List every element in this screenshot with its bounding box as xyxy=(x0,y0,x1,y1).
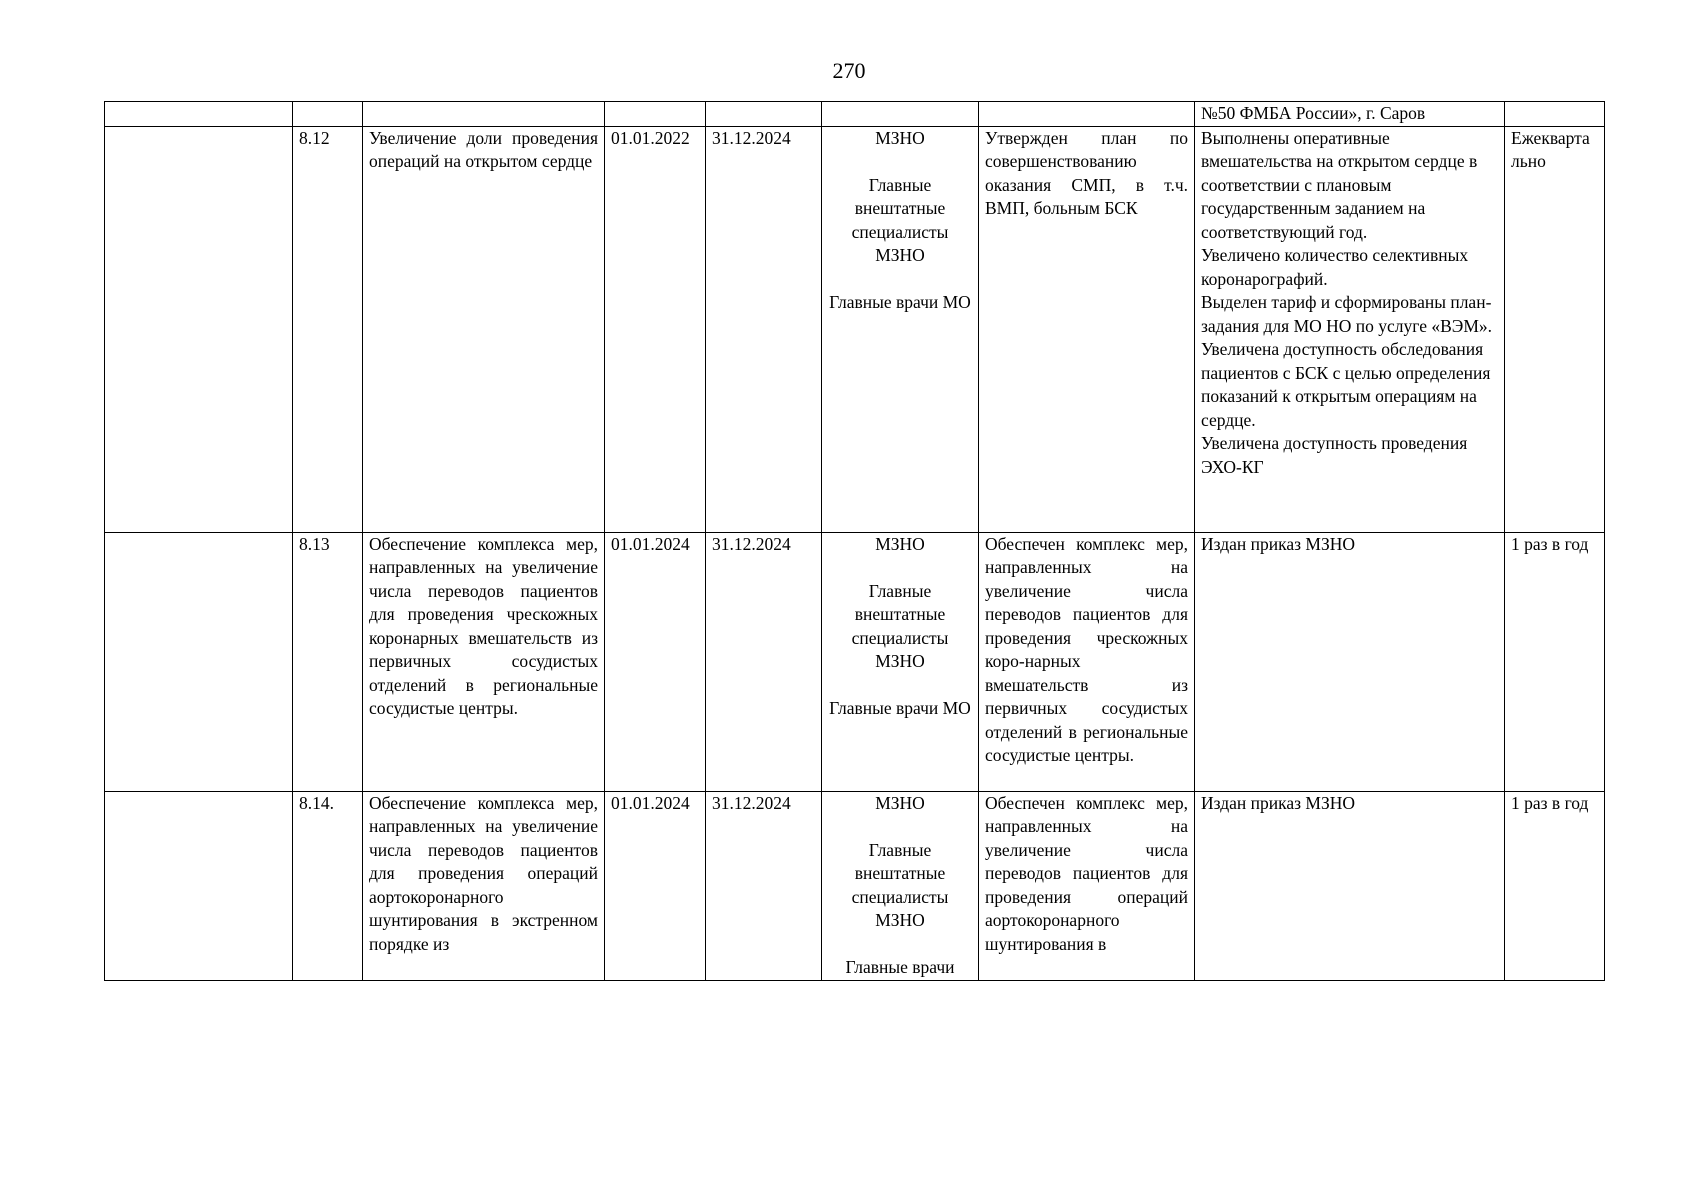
responsible-line: Главные внештатные специалисты МЗНО xyxy=(851,174,949,265)
cell-empty xyxy=(105,126,293,532)
end-date: 31.12.2024 xyxy=(706,791,822,980)
measure-text: Обеспечение комплекса мер, направленных на увеличение числа переводов пациентов для проведения чрескожных коронарных вмешательств из первичных сосудистых отделений в региональные сосудистые центры. xyxy=(363,532,605,791)
responsible-line: МЗНО xyxy=(875,127,925,148)
responsible-cell xyxy=(822,532,979,791)
start-date: 01.01.2024 xyxy=(605,532,706,791)
table-row xyxy=(105,126,1605,532)
plan-table xyxy=(104,101,1605,981)
responsible-line: Главные внештатные специалисты МЗНО xyxy=(851,839,949,930)
responsible-line: МЗНО xyxy=(875,533,925,554)
cell-empty xyxy=(979,102,1195,127)
end-date: 31.12.2024 xyxy=(706,532,822,791)
cell-empty xyxy=(293,102,363,127)
cell-empty xyxy=(822,102,979,127)
result-text: Обеспечен комплекс мер, направленных на увеличение числа переводов пациентов для проведения чрескожных коро-нарных вмешательств из первичных сосудистых отделений в региональные сосудистые центры. xyxy=(979,532,1195,791)
executed-line: Увеличено количество селективных коронарографий. xyxy=(1201,245,1469,289)
measure-text: Увеличение доли проведения операций на открытом сердце xyxy=(363,126,605,532)
page-number: 270 xyxy=(832,58,866,83)
cell-empty xyxy=(105,102,293,127)
executed-cell xyxy=(1195,126,1505,532)
frequency-text: 1 раз в год xyxy=(1505,532,1605,791)
cell-executor-continuation: №50 ФМБА России», г. Саров xyxy=(1195,102,1505,127)
responsible-cell xyxy=(822,126,979,532)
cell-empty xyxy=(105,791,293,980)
responsible-line: Главные врачи МО xyxy=(829,292,971,312)
cell-empty xyxy=(605,102,706,127)
start-date: 01.01.2024 xyxy=(605,791,706,980)
responsible-line: Главные внештатные специалисты МЗНО xyxy=(851,580,949,671)
executed-line: Издан приказ МЗНО xyxy=(1201,533,1356,554)
executed-cell xyxy=(1195,532,1505,791)
responsible-cell xyxy=(822,791,979,980)
table-row xyxy=(105,532,1605,791)
cell-empty xyxy=(105,532,293,791)
result-text: Утвержден план по совершенствованию оказания СМП, в т.ч. ВМП, больным БСК xyxy=(979,126,1195,532)
executed-line: Издан приказ МЗНО xyxy=(1201,792,1356,813)
responsible-line: Главные врачи xyxy=(845,957,955,977)
executed-cell xyxy=(1195,791,1505,980)
frequency-text: Ежеквартально xyxy=(1505,126,1605,532)
result-text: Обеспечен комплекс мер, направленных на увеличение числа переводов пациентов для проведения операций аортокоронарного шунтирования в xyxy=(979,791,1195,980)
continuation-row xyxy=(105,102,1605,127)
executed-line: Выделен тариф и сформированы план-задания для МО НО по услуге «ВЭМ». xyxy=(1201,292,1493,336)
measure-text: Обеспечение комплекса мер, направленных на увеличение числа переводов пациентов для проведения операций аортокоронарного шунтирования в экстренном порядке из xyxy=(363,791,605,980)
row-number: 8.14. xyxy=(293,791,363,980)
row-number: 8.13 xyxy=(293,532,363,791)
start-date: 01.01.2022 xyxy=(605,126,706,532)
executed-line: Увеличена доступность проведения ЭХО-КГ xyxy=(1201,433,1468,477)
executed-line: Увеличена доступность обследования пациентов с БСК с целью определения показаний к открытым операциям на сердце. xyxy=(1201,339,1491,430)
cell-empty xyxy=(363,102,605,127)
end-date: 31.12.2024 xyxy=(706,126,822,532)
cell-empty xyxy=(706,102,822,127)
frequency-text: 1 раз в год xyxy=(1505,791,1605,980)
responsible-line: Главные врачи МО xyxy=(829,698,971,718)
row-number: 8.12 xyxy=(293,126,363,532)
cell-empty xyxy=(1505,102,1605,127)
table-row xyxy=(105,791,1605,980)
executed-line: Выполнены оперативные вмешательства на открытом сердце в соответствии с плановым государственным заданием на соответствующий год. xyxy=(1201,127,1478,242)
responsible-line: МЗНО xyxy=(875,792,925,813)
